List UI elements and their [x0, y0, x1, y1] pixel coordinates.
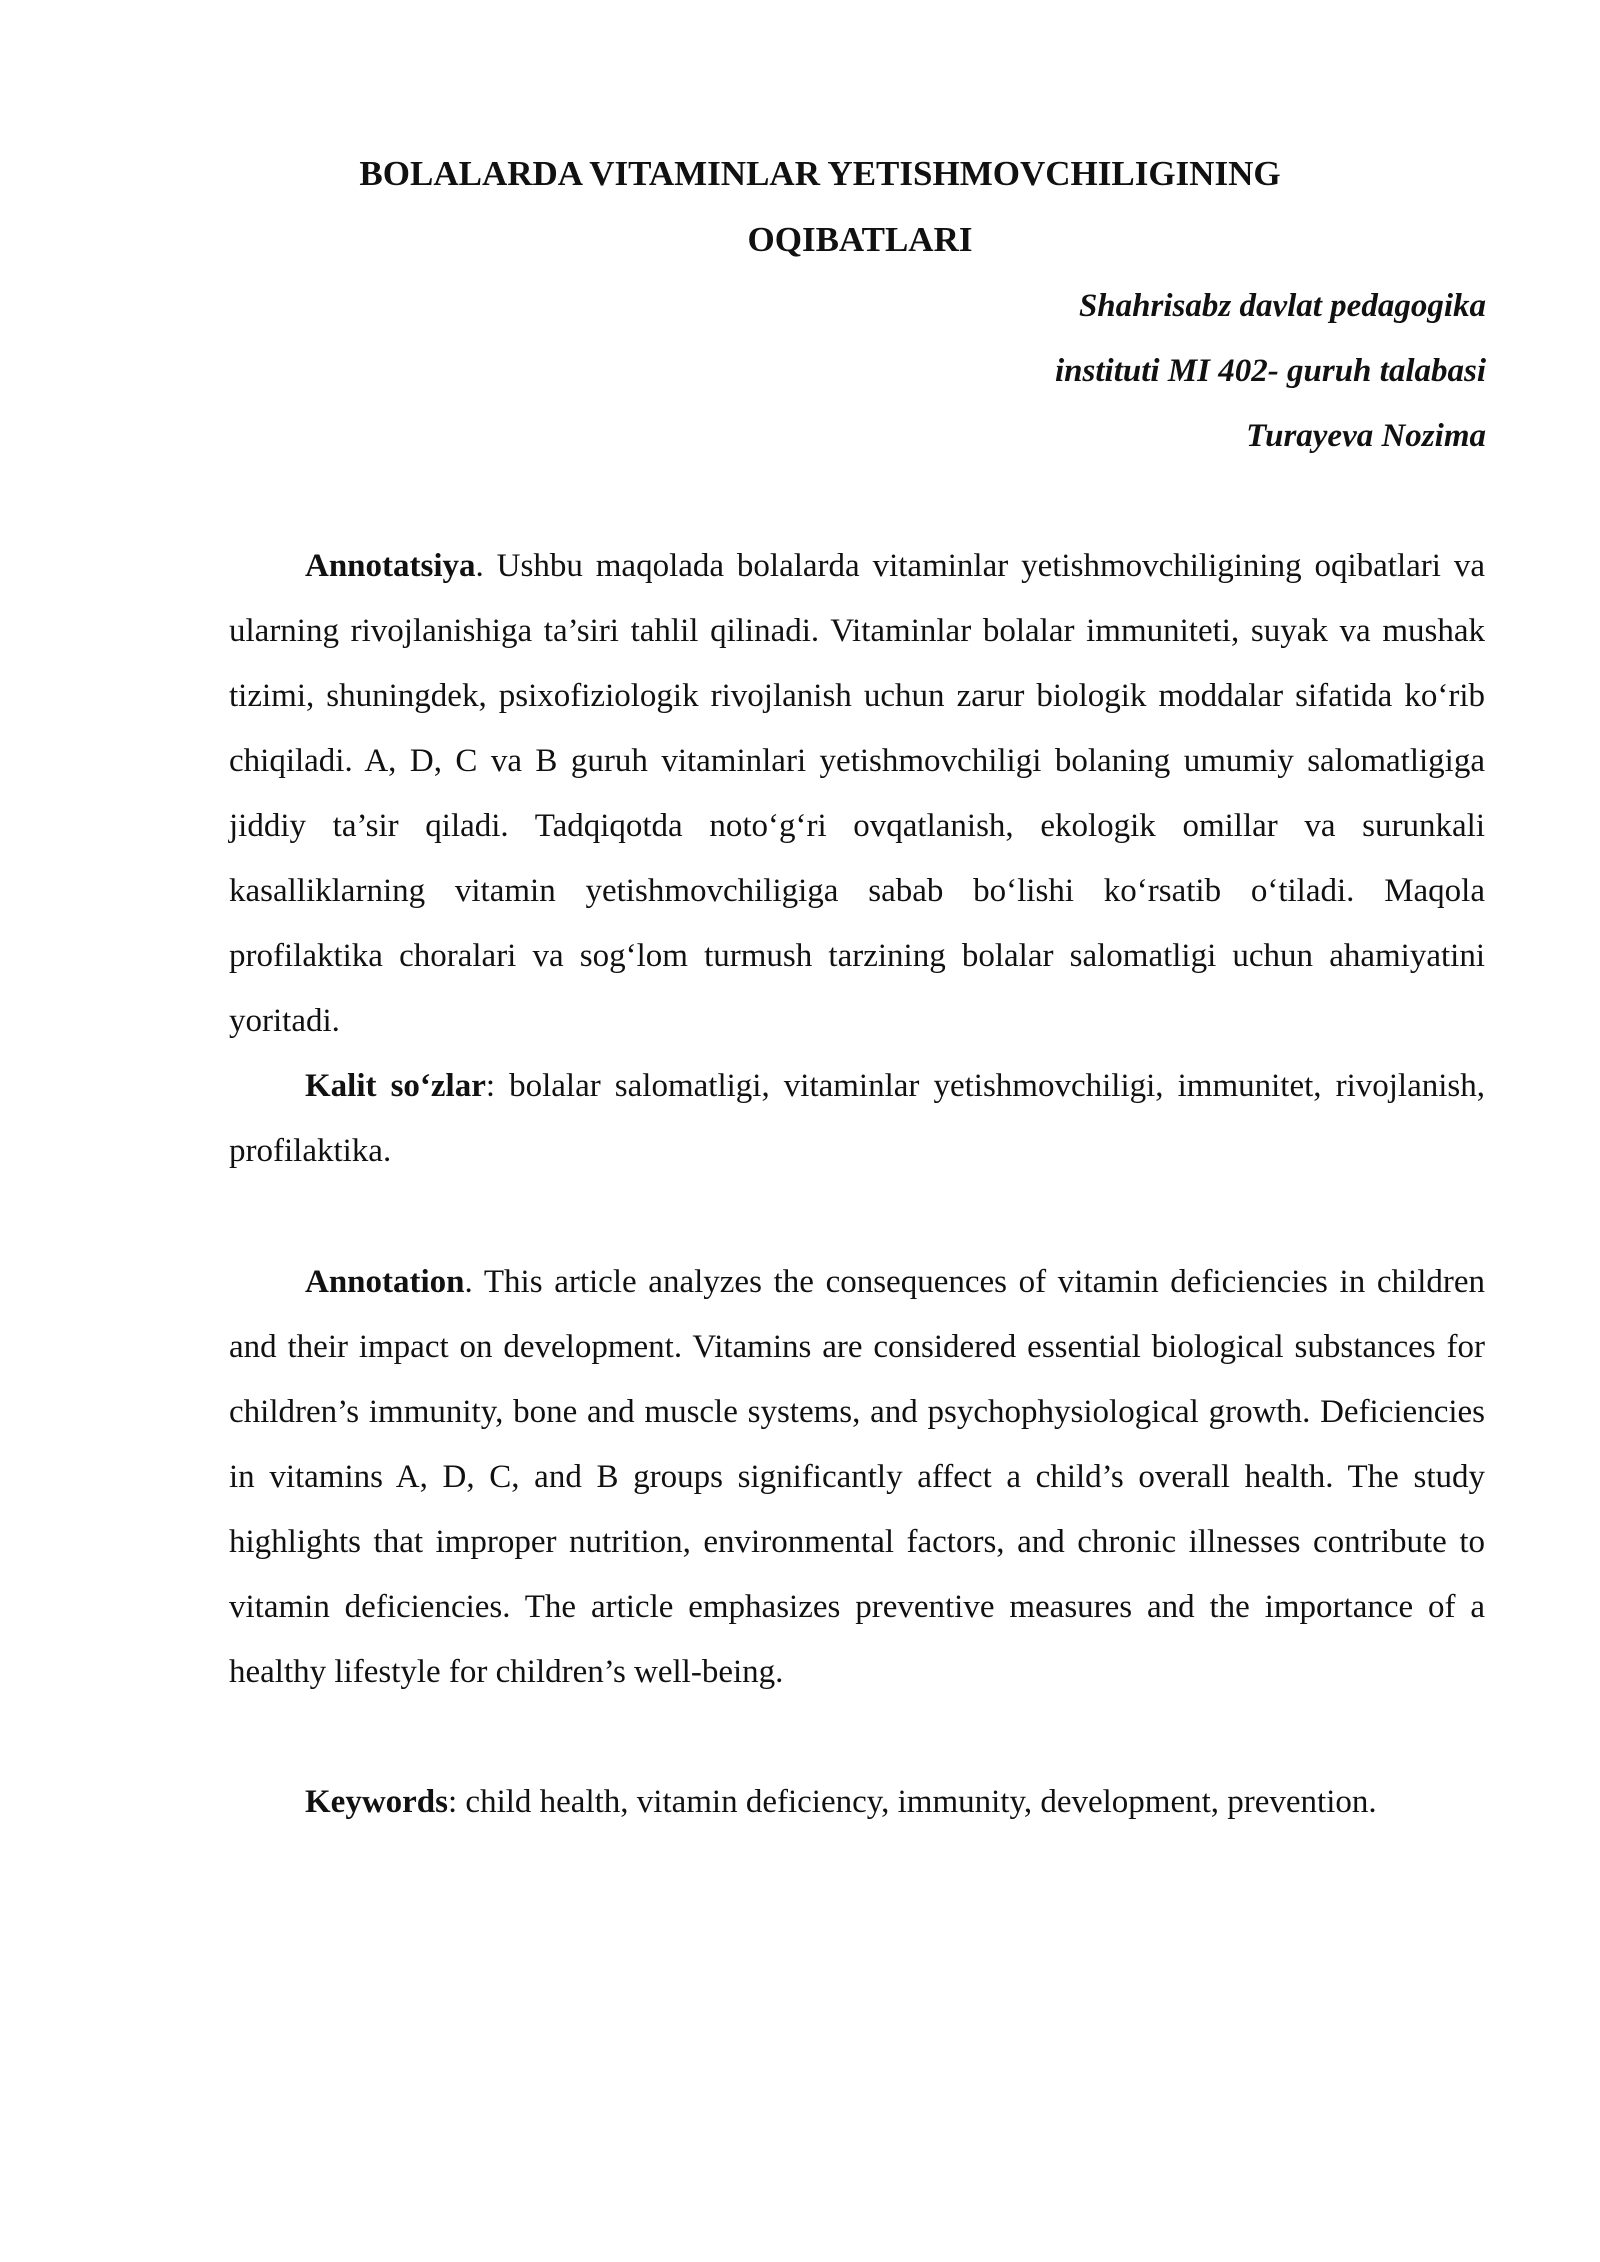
abstract-english — [229, 1250, 1485, 1705]
abstract-uzbek-label: Annotatsiya — [305, 548, 476, 584]
affiliation-line-2: instituti MI 402- guruh talabasi — [1055, 353, 1486, 389]
affiliation-line-1: Shahrisabz davlat pedagogika — [1078, 288, 1486, 324]
abstract-english-label: Annotation — [305, 1264, 465, 1300]
keywords-uzbek-text: : bolalar salomatligi, vitaminlar yetishmovchiligi, immunitet, rivojlanish, profilaktika. — [229, 1068, 1486, 1169]
keywords-uzbek — [229, 1054, 1485, 1184]
keywords-english-label: Keywords — [305, 1784, 448, 1820]
abstract-uzbek — [229, 534, 1485, 1054]
abstract-english-text: . This article analyzes the consequences of vitamin deficiencies in children and their impact on development. Vitamins are considered essential biological substances for children’s immunity, bone and muscle systems, and psychophysiological growth. Deficiencies in vitamins A, D, C, and B groups significantly affect a child’s overall health. The study highlights that improper nutrition, environmental factors, and chronic illnesses contribute to vitamin deficiencies. The article emphasizes preventive measures and the importance of a healthy lifestyle for children’s well-being. — [229, 1264, 1485, 1690]
keywords-english — [229, 1770, 1485, 1835]
paper-title-line-1: BOLALARDA VITAMINLAR YETISHMOVCHILIGINING — [359, 154, 1281, 193]
keywords-uzbek-label: Kalit so‘zlar — [305, 1068, 486, 1104]
keywords-english-text: : child health, vitamin deficiency, immunity, development, prevention. — [448, 1784, 1377, 1820]
author-name: Turayeva Nozima — [1246, 418, 1486, 454]
abstract-uzbek-text: . Ushbu maqolada bolalarda vitaminlar yetishmovchiligining oqibatlari va ularning rivojlanishiga ta’siri tahlil qilinadi. Vitaminlar bolalar immuniteti, suyak va mushak tizimi, shuningdek, psixofiziologik rivojlanish uchun zarur biologik moddalar sifatida ko‘rib chiqiladi. A, D, C va B guruh vitaminlari yetishmovchiligi bolaning umumiy salomatligiga jiddiy ta’sir qiladi. Tadqiqotda noto‘g‘ri ovqatlanish, ekologik omillar va surunkali kasalliklarning vitamin yetishmovchiligiga sabab bo‘lishi ko‘rsatib o‘tiladi. Maqola profilaktika choralari va sog‘lom turmush tarzining bolalar salomatligi uchun ahamiyatini yoritadi. — [229, 548, 1485, 1039]
paper-title-line-2: OQIBATLARI — [747, 220, 973, 259]
